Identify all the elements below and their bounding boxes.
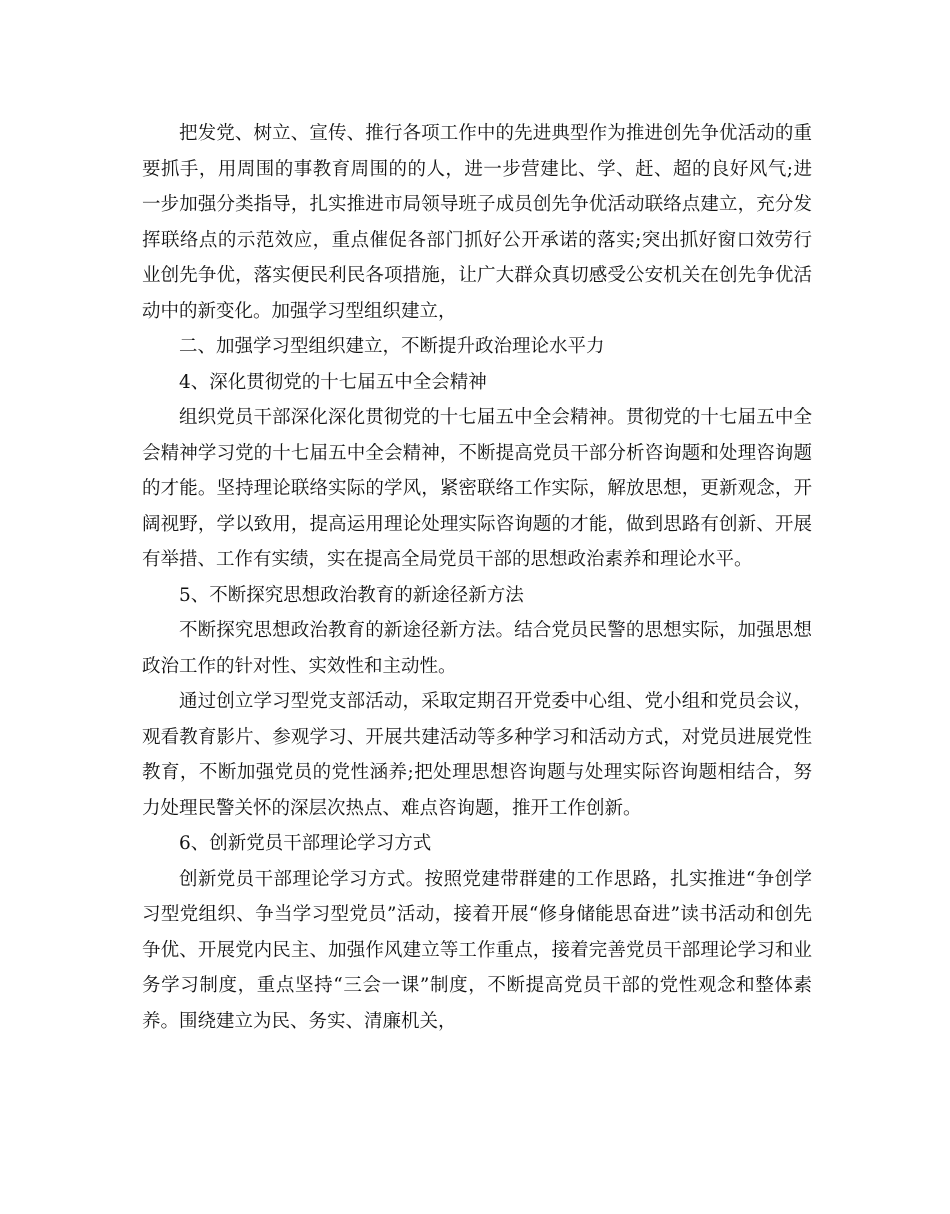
subheading-5: 5、不断探究思想政治教育的新途径新方法 xyxy=(179,584,524,606)
paragraph-6: 创新党员干部理论学习方式。按照党建带群建的工作思路，扎实推进“争创学习型党组织、争当学习型党员”活动，接着开展“修身储能思奋进”读书活动和创先争优、开展党内民主、加强作风建立等工作重点，接着完善党员干部理论学习和业务学习制度，重点坚持“三会一课”制度，不断提高党员干部的党性观念和整体素养。围绕建立为民、务实、清廉机关， xyxy=(142,868,812,1032)
paragraph-5: 不断探究思想政治教育的新途径新方法。结合党员民警的思想实际，加强思想政治工作的针对性、实效性和主动性。 xyxy=(142,620,812,677)
paragraph-5b: 通过创立学习型党支部活动，采取定期召开党委中心组、党小组和党员会议，观看教育影片、参观学习、开展共建活动等多种学习和活动方式，对党员进展党性教育，不断加强党员的党性涵养;把处理思想咨询题与处理实际咨询题相结合，努力处理民警关怀的深层次热点、难点咨询题，推开工作创新。 xyxy=(142,691,812,819)
section-heading-2: 二、加强学习型组织建立，不断提升政治理论水平力 xyxy=(179,336,605,357)
subheading-4: 4、深化贯彻党的十七届五中全会精神 xyxy=(179,371,487,393)
paragraph-1: 把发党、树立、宣传、推行各项工作中的先进典型作为推进创先争优活动的重要抓手，用周围的事教育周围的的人，进一步营建比、学、赶、超的良好风气;进一步加强分类指导，扎实推进市局领导班子成员创先争优活动联络点建立，充分发挥联络点的示范效应，重点催促各部门抓好公开承诺的落实;突出抓好窗口效劳行业创先争优，落实便民利民各项措施，让广大群众真切感受公安机关在创先争优活动中的新变化。加强学习型组织建立， xyxy=(142,123,812,322)
subheading-6: 6、创新党员干部理论学习方式 xyxy=(179,833,432,854)
document-body xyxy=(142,116,812,1039)
paragraph-4: 组织党员干部深化深化贯彻党的十七届五中全会精神。贯彻党的十七届五中全会精神学习党的十七届五中全会精神，不断提高党员干部分析咨询题和处理咨询题的才能。坚持理论联络实际的学风，紧密联络工作实际，解放思想，更新观念，开阔视野，学以致用，提高运用理论处理实际咨询题的才能，做到思路有创新、开展有举措、工作有实绩，实在提高全局党员干部的思想政治素养和理论水平。 xyxy=(142,407,812,570)
